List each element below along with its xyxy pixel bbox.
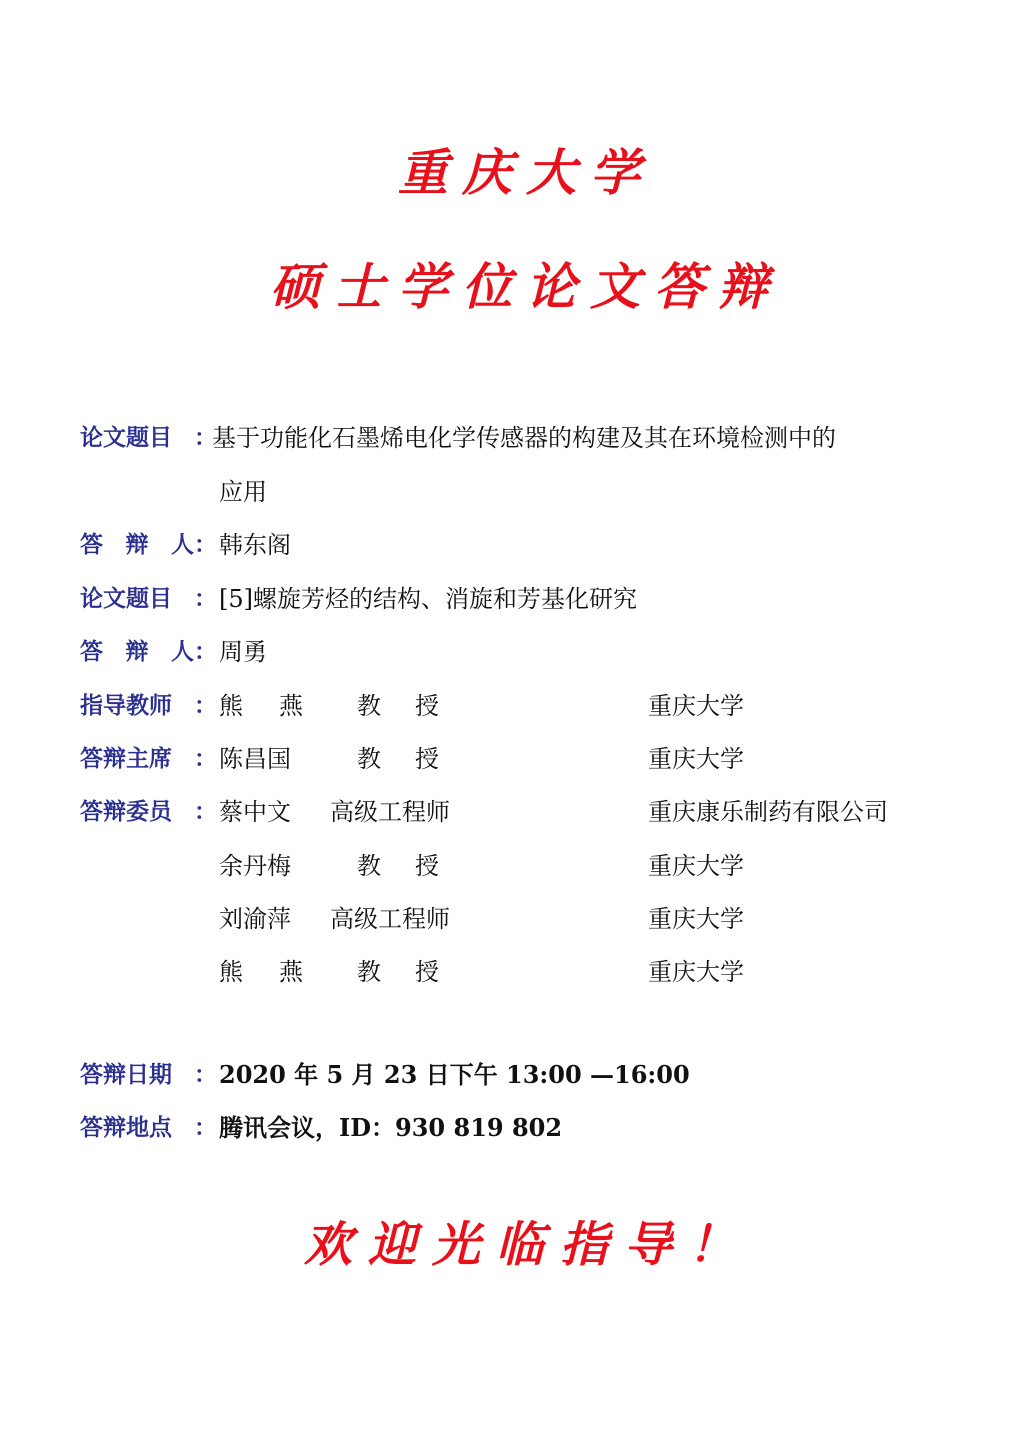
advisor-rank — [357, 686, 439, 726]
committee-member-name-char: 熊 — [219, 958, 243, 986]
venue-label: 答辩地点 — [80, 1115, 172, 1141]
chair-rank — [357, 739, 439, 779]
defender1-label-char: 人 — [171, 532, 194, 558]
venue-colon: ： — [194, 1115, 217, 1141]
advisor-name — [219, 686, 303, 726]
committee-member-org: 重庆康乐制药有限公司 — [648, 798, 888, 826]
defender2-colon: ： — [194, 639, 217, 665]
advisor-colon: ： — [194, 693, 217, 719]
committee-member-rank — [357, 952, 439, 992]
thesis1-title-line1: 基于功能化石墨烯电化学传感器的构建及其在环境检测中的 — [212, 424, 836, 452]
advisor-rank-char: 授 — [415, 692, 439, 720]
venue-value: 腾讯会议，ID：930 819 802 — [219, 1113, 563, 1142]
defender1-colon: ： — [194, 532, 217, 558]
chair-label: 答辩主席 — [80, 746, 172, 772]
welcome-message: 欢迎光临指导！ — [303, 1217, 752, 1273]
committee-member-rank-char: 授 — [415, 958, 439, 986]
event-title: 硕士学位论文答辩 — [270, 257, 782, 316]
defender2-label — [80, 632, 194, 672]
date-colon: ： — [194, 1062, 217, 1088]
advisor-label: 指导教师 — [80, 693, 172, 719]
committee-member-name — [219, 952, 303, 992]
committee-member-rank-char: 教 — [357, 958, 381, 986]
committee-member-org: 重庆大学 — [648, 958, 744, 986]
defender2-label-char: 人 — [171, 639, 194, 665]
thesis1-label: 论文题目 — [80, 425, 172, 451]
defender1-label — [80, 525, 194, 565]
university-title: 重庆大学 — [398, 143, 654, 202]
chair-rank-char: 教 — [357, 745, 381, 773]
thesis1-colon: ： — [194, 425, 217, 451]
committee-member-rank: 高级工程师 — [330, 798, 450, 826]
committee-member-rank: 高级工程师 — [330, 905, 450, 933]
thesis2-colon: ： — [194, 586, 217, 612]
chair-colon: ： — [194, 746, 217, 772]
chair-org: 重庆大学 — [648, 745, 744, 773]
defender2-label-char: 辩 — [125, 639, 149, 665]
committee-colon: ： — [194, 799, 217, 825]
defender1-name: 韩东阁 — [219, 531, 291, 559]
advisor-name-char: 燕 — [279, 692, 303, 720]
thesis2-label: 论文题目 — [80, 586, 172, 612]
date-value: 2020 年 5 月 23 日下午 13:00 —16:00 — [219, 1060, 690, 1089]
date-label: 答辩日期 — [80, 1062, 172, 1088]
committee-member-name: 刘渝萍 — [219, 905, 291, 933]
committee-member-rank — [357, 846, 439, 886]
advisor-rank-char: 教 — [357, 692, 381, 720]
committee-member-rank-char: 授 — [415, 852, 439, 880]
committee-member-name-char: 燕 — [279, 958, 303, 986]
committee-label: 答辩委员 — [80, 799, 172, 825]
committee-member-name: 余丹梅 — [219, 852, 291, 880]
thesis1-title-line2: 应用 — [219, 478, 267, 506]
thesis2-title: [5]螺旋芳烃的结构、消旋和芳基化研究 — [219, 585, 637, 613]
committee-member-org: 重庆大学 — [648, 852, 744, 880]
defender2-name: 周勇 — [219, 638, 267, 666]
committee-member-name: 蔡中文 — [219, 798, 291, 826]
advisor-name-char: 熊 — [219, 692, 243, 720]
chair-rank-char: 授 — [415, 745, 439, 773]
committee-member-org: 重庆大学 — [648, 905, 744, 933]
defender2-label-char: 答 — [80, 639, 103, 665]
defender1-label-char: 辩 — [125, 532, 149, 558]
chair-name: 陈昌国 — [219, 745, 291, 773]
defender1-label-char: 答 — [80, 532, 103, 558]
advisor-org: 重庆大学 — [648, 692, 744, 720]
committee-member-rank-char: 教 — [357, 852, 381, 880]
